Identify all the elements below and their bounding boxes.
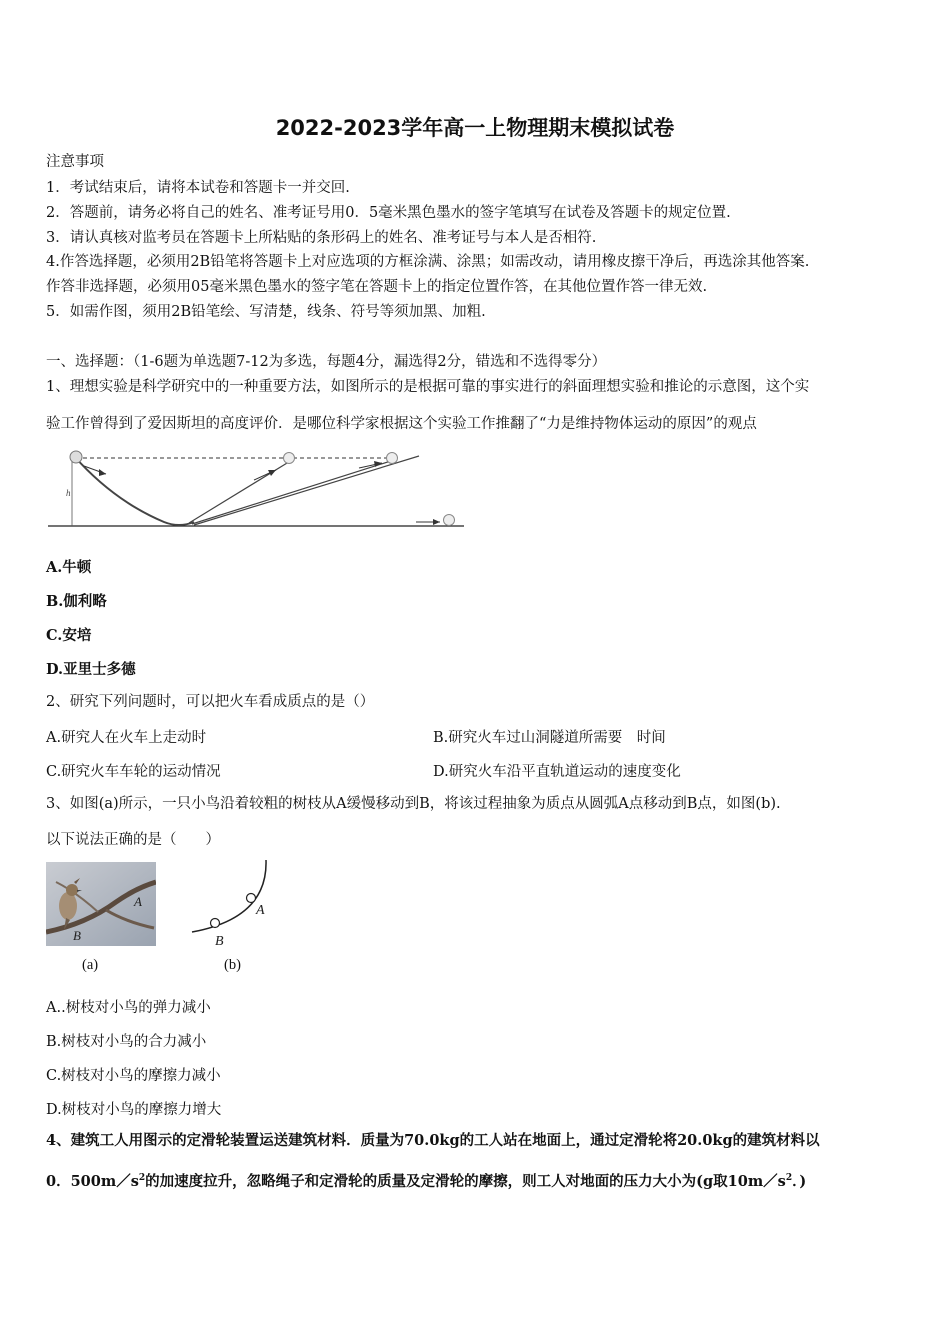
fig-b-caption: (b) (224, 957, 241, 973)
arc-label-b: B (215, 934, 224, 948)
q1-incline-figure (44, 446, 468, 532)
q4-stem-line1: 4、建筑工人用图示的定滑轮装置运送建筑材料．质量为70.0kg的工人站在地面上，通过定滑轮将20.0kg的建筑材料以 (46, 1132, 820, 1149)
q2-option-b[interactable]: B.研究火车过山洞隧道所需要 时间 (433, 730, 666, 746)
notice-heading: 注意事项 (46, 154, 104, 170)
notice-item-1: 1．考试结束后，请将本试卷和答题卡一并交回. (46, 180, 350, 196)
notice-item-2: 2．答题前，请务必将自己的姓名、准考证号用0．5毫米黑色墨水的签字笔填写在试卷及答题卡的规定位置. (46, 205, 731, 221)
height-label: h (66, 488, 71, 498)
page-title: 2022-2023学年高一上物理期末模拟试卷 (275, 116, 675, 140)
arc-label-a: A (256, 903, 265, 918)
q2-stem: 2、研究下列问题时，可以把火车看成质点的是（） (46, 694, 375, 710)
notice-item-4-cont: 作答非选择题，必须用05毫米黑色墨水的签字笔在答题卡上的指定位置作答，在其他位置作答一律无效. (46, 279, 708, 295)
q1-stem-line2: 验工作曾得到了爱因斯坦的高度评价．是哪位科学家根据这个实验工作推翻了“力是维持物体运动的原因”的观点 (46, 416, 757, 432)
q1-option-d[interactable]: D.亚里士多德 (46, 661, 136, 678)
notice-item-3: 3．请认真核对监考员在答题卡上所粘贴的条形码上的姓名、准考证号与本人是否相符. (46, 230, 597, 246)
q3-option-d[interactable]: D.树枝对小鸟的摩擦力增大 (46, 1102, 222, 1118)
bird-photo (46, 862, 156, 946)
arc-diagram (188, 858, 278, 948)
photo-label-b: B (73, 928, 81, 943)
q1-stem-line1: 1、理想实验是科学研究中的一种重要方法，如图所示的是根据可靠的事实进行的斜面理想实验和推论的示意图，这个实 (46, 379, 810, 395)
notice-item-4: 4.作答选择题，必须用2B铅笔将答题卡上对应选项的方框涂满、涂黑；如需改动，请用橡皮擦干净后，再选涂其他答案. (46, 254, 810, 270)
photo-label-a: A (134, 894, 142, 909)
q1-option-c[interactable]: C.安培 (46, 627, 92, 644)
section-heading: 一、选择题：（1-6题为单选题7-12为多选，每题4分，漏选得2分，错选和不选得零分） (46, 354, 607, 370)
q3-option-c[interactable]: C.树枝对小鸟的摩擦力减小 (46, 1068, 221, 1084)
q3-stem-line1: 3、如图(a)所示，一只小鸟沿着较粗的树枝从A缓慢移动到B，将该过程抽象为质点从圆弧A点移动到B点，如图(b). (46, 796, 781, 812)
q2-option-a[interactable]: A.研究人在火车上走动时 (46, 730, 207, 746)
q3-option-a[interactable]: A..树枝对小鸟的弹力减小 (46, 1000, 211, 1016)
q1-option-b[interactable]: B.伽利略 (46, 593, 107, 610)
fig-a-caption: (a) (82, 957, 99, 973)
q4-stem-line2: 0．$500m/s^2$的加速度拉升，忽略绳子和定滑轮的质量及定滑轮的摩擦，则工人对地面的压力大小为(g取$10m/s^2$．) (46, 1172, 807, 1190)
q2-option-d[interactable]: D.研究火车沿平直轨道运动的速度变化 (433, 764, 681, 780)
q1-option-a[interactable]: A.牛顿 (46, 559, 92, 576)
q2-option-c[interactable]: C.研究火车车轮的运动情况 (46, 764, 221, 780)
q3-option-b[interactable]: B.树枝对小鸟的合力减小 (46, 1034, 207, 1050)
notice-item-5: 5．如需作图，须用2B铅笔绘、写清楚，线条、符号等须加黑、加粗. (46, 304, 486, 320)
q3-stem-line2: 以下说法正确的是（ ） (46, 832, 220, 848)
